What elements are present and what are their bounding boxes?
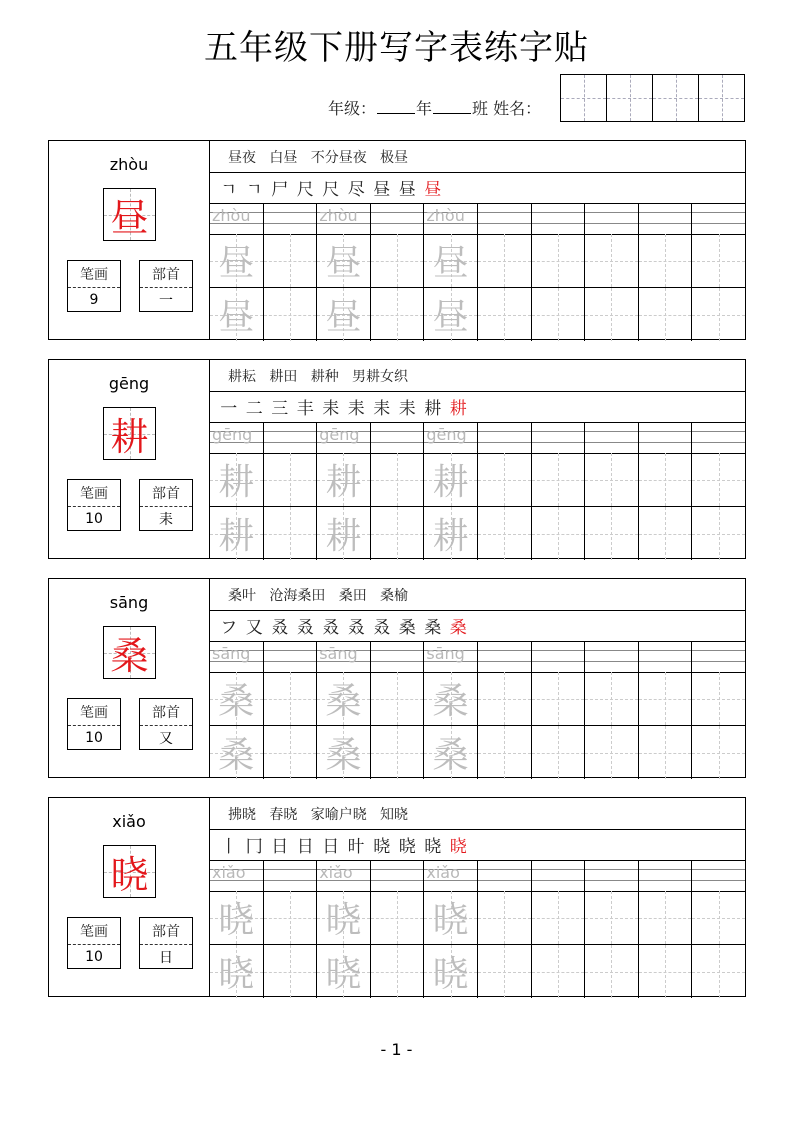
pinyin-cell[interactable] [478, 641, 532, 672]
radical-value: 又 [159, 731, 173, 747]
pinyin-cell[interactable] [264, 203, 318, 234]
writing-cell[interactable] [210, 891, 264, 944]
writing-cell[interactable] [692, 507, 745, 560]
pinyin-cell[interactable] [264, 422, 318, 453]
stroke-count-value: 10 [85, 949, 103, 965]
trace-pinyin: xiǎo [319, 863, 353, 882]
writing-cell[interactable] [424, 945, 478, 998]
writing-cell[interactable] [317, 945, 371, 998]
writing-cell[interactable] [424, 288, 478, 341]
character-info-panel [49, 798, 210, 996]
writing-cell[interactable] [639, 234, 693, 287]
writing-cell[interactable] [639, 288, 693, 341]
stroke-order-row [210, 610, 745, 642]
writing-cell[interactable] [424, 234, 478, 287]
pinyin-cell[interactable] [639, 860, 693, 891]
writing-cell[interactable] [585, 945, 639, 998]
writing-row-1 [210, 891, 745, 945]
character-pinyin: sāng [109, 593, 149, 612]
stroke-count-box [67, 698, 121, 750]
writing-cell[interactable] [692, 453, 745, 506]
writing-cell[interactable] [478, 726, 532, 779]
stroke-step: 耒 [322, 399, 340, 419]
writing-row-1 [210, 672, 745, 726]
character-info-panel [49, 579, 210, 777]
trace-char: 桑 [432, 681, 469, 722]
trace-pinyin: sāng [212, 644, 251, 663]
stroke-step: 叒 [373, 618, 391, 638]
stroke-step: 尺 [322, 180, 340, 200]
example-words: 拂晓 春晓 家喻户晓 知晓 [210, 798, 745, 830]
trace-char: 桑 [218, 735, 255, 776]
writing-cell[interactable] [317, 453, 371, 506]
writing-cell[interactable] [264, 726, 318, 779]
stroke-step: 尺 [296, 180, 314, 200]
character-pinyin: xiǎo [112, 812, 146, 831]
writing-cell[interactable] [317, 507, 371, 560]
trace-char: 昼 [325, 243, 362, 284]
trace-char: 耕 [325, 462, 362, 503]
writing-cell[interactable] [424, 891, 478, 944]
name-cell[interactable] [607, 75, 653, 121]
name-cell[interactable] [699, 75, 744, 121]
pinyin-cell[interactable] [692, 860, 745, 891]
writing-cell[interactable] [532, 891, 586, 944]
character-block [48, 140, 746, 340]
writing-cell[interactable] [210, 726, 264, 779]
model-character: 晓 [110, 853, 149, 897]
writing-cell[interactable] [478, 288, 532, 341]
trace-char: 耕 [218, 516, 255, 557]
writing-row-2 [210, 288, 745, 341]
stroke-count-value: 10 [85, 511, 103, 527]
trace-char: 桑 [432, 735, 469, 776]
stroke-step: 耕 [449, 399, 467, 419]
writing-row-1 [210, 453, 745, 507]
writing-cell[interactable] [585, 672, 639, 725]
pinyin-cell[interactable] [639, 422, 693, 453]
writing-cell[interactable] [424, 672, 478, 725]
writing-cell[interactable] [264, 672, 318, 725]
writing-cell[interactable] [532, 288, 586, 341]
writing-cell[interactable] [532, 234, 586, 287]
stroke-step: 耕 [424, 399, 442, 419]
writing-cell[interactable] [317, 891, 371, 944]
radical-label: 部首 [140, 699, 192, 726]
stroke-step: 耒 [347, 399, 365, 419]
writing-cell[interactable] [585, 453, 639, 506]
stroke-step: 旪 [347, 837, 365, 857]
pinyin-cell[interactable] [371, 203, 425, 234]
stroke-count-label: 笔画 [68, 480, 120, 507]
trace-char: 晓 [218, 900, 255, 941]
pinyin-cell[interactable] [532, 203, 586, 234]
pinyin-cell[interactable] [317, 203, 371, 234]
pinyin-cell[interactable] [639, 641, 693, 672]
writing-cell[interactable] [210, 672, 264, 725]
trace-char: 耕 [432, 462, 469, 503]
stroke-step: 丰 [296, 399, 314, 419]
writing-cell[interactable] [317, 288, 371, 341]
stroke-step: 日 [296, 837, 314, 857]
trace-char: 昼 [325, 297, 362, 338]
stroke-step: 尸 [271, 180, 289, 200]
radical-box [139, 479, 193, 531]
stroke-step: 晓 [449, 837, 467, 857]
writing-cell[interactable] [692, 726, 745, 779]
writing-cell[interactable] [317, 726, 371, 779]
pinyin-cell[interactable] [371, 422, 425, 453]
page-title: 五年级下册写字表练字贴 [204, 28, 589, 68]
trace-char: 昼 [432, 297, 469, 338]
writing-cell[interactable] [371, 726, 425, 779]
stroke-count-box [67, 479, 121, 531]
writing-cell[interactable] [692, 945, 745, 998]
writing-cell[interactable] [639, 726, 693, 779]
pinyin-cell[interactable] [371, 641, 425, 672]
character-pinyin: zhòu [109, 155, 149, 174]
writing-cell[interactable] [371, 672, 425, 725]
writing-cell[interactable] [639, 945, 693, 998]
stroke-order-row [210, 172, 745, 204]
stroke-step: 叒 [271, 618, 289, 638]
writing-cell[interactable] [639, 891, 693, 944]
trace-char: 昼 [218, 297, 255, 338]
writing-cell[interactable] [210, 288, 264, 341]
model-character-box [103, 188, 156, 241]
grade-blank[interactable] [377, 99, 415, 114]
stroke-step: 冂 [245, 837, 263, 857]
writing-cell[interactable] [317, 672, 371, 725]
stroke-step: 桑 [424, 618, 442, 638]
stroke-step: 二 [245, 399, 263, 419]
stroke-step: 晓 [373, 837, 391, 857]
stroke-count-label: 笔画 [68, 918, 120, 945]
writing-cell[interactable] [424, 726, 478, 779]
writing-cell[interactable] [692, 672, 745, 725]
pinyin-cell[interactable] [532, 641, 586, 672]
writing-cell[interactable] [692, 234, 745, 287]
student-info [328, 96, 541, 119]
writing-cell[interactable] [532, 726, 586, 779]
writing-cell[interactable] [532, 945, 586, 998]
writing-cell[interactable] [371, 891, 425, 944]
writing-cell[interactable] [317, 234, 371, 287]
pinyin-cell[interactable] [424, 203, 478, 234]
pinyin-cell[interactable] [424, 860, 478, 891]
stroke-step: 叒 [322, 618, 340, 638]
trace-char: 晓 [432, 900, 469, 941]
pinyin-cell[interactable] [585, 860, 639, 891]
stroke-step: ㄱ [246, 180, 263, 200]
trace-char: 晓 [432, 954, 469, 995]
stroke-step: 一 [220, 399, 238, 419]
practice-panel [210, 798, 745, 996]
character-block [48, 797, 746, 997]
stroke-step: 桑 [449, 618, 467, 638]
trace-pinyin: gēng [319, 425, 360, 444]
trace-char: 晓 [325, 900, 362, 941]
pinyin-practice-row [210, 422, 745, 454]
stroke-step: 又 [245, 618, 263, 638]
writing-cell[interactable] [264, 945, 318, 998]
name-grid[interactable] [560, 74, 745, 122]
radical-value: 一 [159, 293, 173, 309]
writing-cell[interactable] [210, 234, 264, 287]
trace-char: 桑 [325, 681, 362, 722]
class-suffix: 班 [472, 99, 489, 118]
writing-cell[interactable] [532, 453, 586, 506]
radical-value: 耒 [159, 512, 173, 528]
stroke-step: 耒 [373, 399, 391, 419]
stroke-step: 尽 [347, 180, 365, 200]
writing-row-2 [210, 507, 745, 560]
radical-label: 部首 [140, 918, 192, 945]
writing-cell[interactable] [264, 234, 318, 287]
writing-cell[interactable] [264, 891, 318, 944]
pinyin-cell[interactable] [585, 422, 639, 453]
writing-cell[interactable] [371, 234, 425, 287]
example-words: 昼夜 白昼 不分昼夜 极昼 [210, 141, 745, 173]
practice-panel [210, 579, 745, 777]
stroke-count-label: 笔画 [68, 699, 120, 726]
pinyin-cell[interactable] [478, 422, 532, 453]
writing-cell[interactable] [478, 672, 532, 725]
pinyin-cell[interactable] [585, 203, 639, 234]
character-block [48, 578, 746, 778]
writing-cell[interactable] [585, 726, 639, 779]
trace-char: 晓 [325, 954, 362, 995]
writing-cell[interactable] [478, 507, 532, 560]
pinyin-cell[interactable] [317, 641, 371, 672]
trace-pinyin: gēng [212, 425, 253, 444]
writing-cell[interactable] [585, 507, 639, 560]
writing-cell[interactable] [532, 507, 586, 560]
model-character: 耕 [110, 415, 149, 459]
stroke-step: 昼 [373, 180, 391, 200]
writing-cell[interactable] [585, 288, 639, 341]
writing-cell[interactable] [210, 453, 264, 506]
writing-cell[interactable] [478, 453, 532, 506]
pinyin-cell[interactable] [639, 203, 693, 234]
stroke-order-row [210, 829, 745, 861]
stroke-step: 昼 [398, 180, 416, 200]
stroke-step: 晓 [424, 837, 442, 857]
radical-box [139, 917, 193, 969]
trace-pinyin: zhòu [426, 206, 465, 225]
pinyin-cell[interactable] [692, 422, 745, 453]
example-words: 耕耘 耕田 耕种 男耕女织 [210, 360, 745, 392]
stroke-step: 丨 [220, 837, 238, 857]
writing-row-1 [210, 234, 745, 288]
writing-cell[interactable] [639, 507, 693, 560]
pinyin-cell[interactable] [210, 641, 264, 672]
writing-cell[interactable] [371, 453, 425, 506]
name-cell[interactable] [561, 75, 607, 121]
writing-cell[interactable] [371, 288, 425, 341]
stroke-step: 昼 [424, 180, 442, 200]
pinyin-cell[interactable] [478, 860, 532, 891]
writing-cell[interactable] [532, 672, 586, 725]
radical-box [139, 698, 193, 750]
stroke-count-value: 9 [89, 292, 99, 308]
stroke-step: 晓 [398, 837, 416, 857]
writing-cell[interactable] [210, 945, 264, 998]
trace-pinyin: zhòu [319, 206, 358, 225]
writing-row-2 [210, 945, 745, 998]
pinyin-cell[interactable] [478, 203, 532, 234]
trace-char: 耕 [432, 516, 469, 557]
writing-cell[interactable] [478, 234, 532, 287]
stroke-count-box [67, 917, 121, 969]
pinyin-cell[interactable] [264, 860, 318, 891]
practice-panel [210, 141, 745, 339]
writing-cell[interactable] [424, 453, 478, 506]
grade-label: 年级： [328, 99, 377, 118]
pinyin-cell[interactable] [692, 641, 745, 672]
writing-cell[interactable] [371, 507, 425, 560]
writing-cell[interactable] [210, 507, 264, 560]
stroke-count-box [67, 260, 121, 312]
pinyin-cell[interactable] [317, 860, 371, 891]
pinyin-cell[interactable] [210, 203, 264, 234]
page-number: - 1 - [380, 1040, 413, 1059]
writing-cell[interactable] [639, 453, 693, 506]
pinyin-cell[interactable] [532, 860, 586, 891]
stroke-count-label: 笔画 [68, 261, 120, 288]
writing-cell[interactable] [264, 453, 318, 506]
trace-char: 桑 [218, 681, 255, 722]
character-info-panel [49, 141, 210, 339]
trace-char: 桑 [325, 735, 362, 776]
class-blank[interactable] [433, 99, 471, 114]
stroke-step: ㄱ [220, 180, 237, 200]
pinyin-cell[interactable] [317, 422, 371, 453]
stroke-step: フ [220, 618, 238, 638]
stroke-step: 叒 [347, 618, 365, 638]
pinyin-cell[interactable] [585, 641, 639, 672]
name-label: 姓名： [493, 99, 542, 118]
pinyin-cell[interactable] [264, 641, 318, 672]
pinyin-cell[interactable] [371, 860, 425, 891]
pinyin-cell[interactable] [210, 422, 264, 453]
writing-cell[interactable] [692, 891, 745, 944]
writing-row-2 [210, 726, 745, 779]
pinyin-cell[interactable] [424, 641, 478, 672]
stroke-step: 叒 [296, 618, 314, 638]
radical-box [139, 260, 193, 312]
radical-label: 部首 [140, 261, 192, 288]
name-cell[interactable] [653, 75, 699, 121]
radical-value: 日 [159, 950, 173, 966]
writing-cell[interactable] [585, 234, 639, 287]
character-pinyin: gēng [108, 374, 150, 393]
stroke-step: 桑 [398, 618, 416, 638]
writing-cell[interactable] [639, 672, 693, 725]
writing-cell[interactable] [424, 507, 478, 560]
trace-pinyin: sāng [319, 644, 358, 663]
example-words: 桑叶 沧海桑田 桑田 桑榆 [210, 579, 745, 611]
stroke-step: 三 [271, 399, 289, 419]
stroke-count-value: 10 [85, 730, 103, 746]
model-character: 桑 [110, 634, 149, 678]
stroke-step: 日 [322, 837, 340, 857]
pinyin-cell[interactable] [424, 422, 478, 453]
character-info-panel [49, 360, 210, 558]
pinyin-cell[interactable] [210, 860, 264, 891]
writing-cell[interactable] [478, 945, 532, 998]
trace-char: 晓 [218, 954, 255, 995]
trace-pinyin: zhòu [212, 206, 251, 225]
stroke-step: 日 [271, 837, 289, 857]
trace-pinyin: xiǎo [212, 863, 246, 882]
practice-panel [210, 360, 745, 558]
model-character-box [103, 845, 156, 898]
model-character-box [103, 407, 156, 460]
pinyin-practice-row [210, 860, 745, 892]
pinyin-practice-row [210, 203, 745, 235]
character-block [48, 359, 746, 559]
writing-cell[interactable] [692, 288, 745, 341]
model-character: 昼 [110, 196, 149, 240]
writing-cell[interactable] [264, 507, 318, 560]
model-character-box [103, 626, 156, 679]
trace-pinyin: xiǎo [426, 863, 460, 882]
pinyin-cell[interactable] [532, 422, 586, 453]
trace-pinyin: sāng [426, 644, 465, 663]
trace-char: 耕 [218, 462, 255, 503]
writing-cell[interactable] [264, 288, 318, 341]
pinyin-practice-row [210, 641, 745, 673]
radical-label: 部首 [140, 480, 192, 507]
trace-char: 耕 [325, 516, 362, 557]
writing-cell[interactable] [478, 891, 532, 944]
stroke-step: 耒 [398, 399, 416, 419]
writing-cell[interactable] [585, 891, 639, 944]
year-suffix: 年 [416, 99, 433, 118]
pinyin-cell[interactable] [692, 203, 745, 234]
writing-cell[interactable] [371, 945, 425, 998]
trace-char: 昼 [218, 243, 255, 284]
trace-pinyin: gēng [426, 425, 467, 444]
trace-char: 昼 [432, 243, 469, 284]
stroke-order-row [210, 391, 745, 423]
